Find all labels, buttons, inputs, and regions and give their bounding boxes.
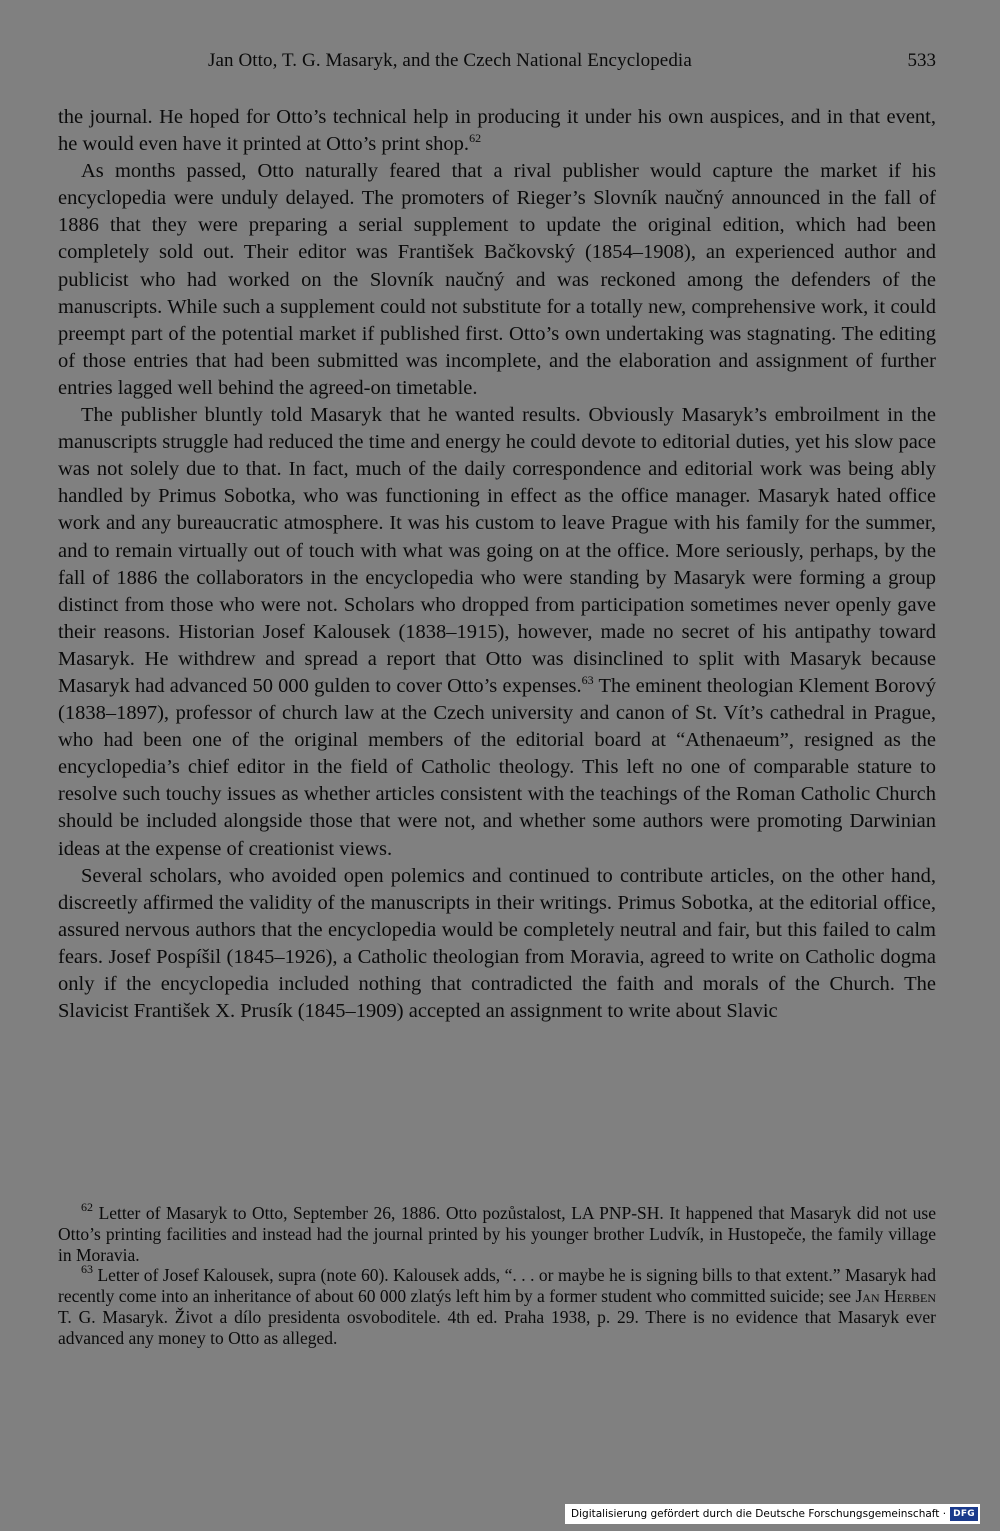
paragraph-text: the journal. He hoped for Otto’s technical help in producing it under his own auspices, and in that event, he would even have it printed at Otto’s print shop.: [58, 106, 936, 156]
paragraph-text: Several scholars, who avoided open polemics and continued to contribute articles, on the other hand, discreetly affirmed the validity of the manuscripts in their writings. Primus Sobotka, at the editorial office, assured nervous authors that the encyclopedia would be completely neutral and fair, but this failed to calm fears. Josef Pospíšil (1845–1926), a Catholic theologian from Moravia, agreed to write on Catholic dogma only if the encyclopedia included nothing that contradicted the faith and morals of the Church. The Slavicist František X. Prusík (1845–1909) accepted an assignment to write about Slavic: [58, 864, 936, 1023]
running-title: Jan Otto, T. G. Masaryk, and the Czech National Encyclopedia: [208, 50, 692, 71]
page: [58, 0, 936, 1531]
footnote-ref-62[interactable]: 62: [469, 131, 482, 146]
footnote-ref-63[interactable]: 63: [581, 673, 594, 688]
digitization-credit: [565, 1504, 980, 1524]
footnote-63: [58, 1262, 936, 1348]
footnotes: [58, 1200, 936, 1349]
paragraph-text-continued: The eminent theologian Klement Borový (1838–1897), professor of church law at the Czech university and canon of St. Vít’s cathedral in Prague, who had been one of the original members of the editorial board at “Athenaeum”, resigned as the encyclopedia’s chief editor in the field of Catholic theology. This left no one of comparable stature to resolve such touchy issues as whether articles consistent with the teachings of the Roman Catholic Church should be included alongside those that were not, and whether some authors were promoting Darwinian ideas at the expense of creationist views.: [58, 674, 936, 860]
paragraph-1: [58, 104, 936, 158]
paragraph-2: [58, 158, 936, 402]
dfg-logo-icon: DFG: [950, 1507, 978, 1521]
paragraph-4: [58, 863, 936, 1026]
footnote-text-continued: T. G. Masaryk. Život a dílo presidenta osvoboditele. 4th ed. Praha 1938, p. 29. There is no evidence that Masaryk ever advanced any money to Otto as alleged.: [58, 1306, 936, 1348]
paragraph-text: As months passed, Otto naturally feared that a rival publisher would capture the market if his encyclopedia were unduly delayed. The promoters of Rieger’s Slovník naučný announced in the fall of 1886 that they were preparing a serial supplement to update the original edition, which had been completely sold out. Their editor was František Bačkovský (1854–1908), an experienced author and publicist who had worked on the Slovník naučný and was reckoned among the defenders of the manuscripts. While such a supplement could not substitute for a totally new, comprehensive work, it could preempt part of the potential market if published first. Otto’s own undertaking was stagnating. The editing of those entries that had been submitted was incomplete, and the elaboration and assignment of further entries lagged well behind the agreed-on timetable.: [58, 160, 936, 399]
footnote-62: [58, 1200, 936, 1265]
footnote-author: Jan Herben: [855, 1286, 936, 1307]
paragraph-text: The publisher bluntly told Masaryk that he wanted results. Obviously Masaryk’s embroilment in the manuscripts struggle had reduced the time and energy he could devote to editorial duties, yet his slow pace was not solely due to that. In fact, much of the daily correspondence and editorial work was being ably handled by Primus Sobotka, who was functioning in effect as the office manager. Masaryk hated office work and any bureaucratic atmosphere. It was his custom to leave Prague with his family for the summer, and to remain virtually out of touch with what was going on at the office. More seriously, perhaps, by the fall of 1886 the collaborators in the encyclopedia who were standing by Masaryk were forming a group distinct from those who were not. Scholars who dropped from participation sometimes never openly gave their reasons. Historian Josef Kalousek (1838–1915), however, made no secret of his antipathy toward Masaryk. He withdrew and spread a report that Otto was disinclined to split with Masaryk because Masaryk had advanced 50 000 gulden to cover Otto’s expenses.: [58, 404, 936, 697]
footnote-number: 62: [81, 1200, 93, 1215]
footnote-text: Letter of Masaryk to Otto, September 26, 1886. Otto pozůstalost, LA PNP-SH. It happened that Masaryk did not use Otto’s printing facilities and instead had the journal printed by his younger brother Ludvík, in Hustopeče, the family village in Moravia.: [58, 1203, 936, 1265]
paragraph-3: [58, 402, 936, 863]
footnote-number: 63: [81, 1262, 93, 1277]
credit-text: Digitalisierung gefördert durch die Deutsche Forschungsgemeinschaft ·: [571, 1508, 947, 1520]
body-text: [58, 104, 936, 1025]
footnote-text: Letter of Josef Kalousek, supra (note 60). Kalousek adds, “. . . or maybe he is signing bills to that extent.” Masaryk had recently come into an inheritance of about 60 000 zlatýs left him by a former student who committed suicide; see: [58, 1265, 936, 1307]
page-number: 533: [907, 50, 936, 71]
running-head: [58, 46, 936, 76]
